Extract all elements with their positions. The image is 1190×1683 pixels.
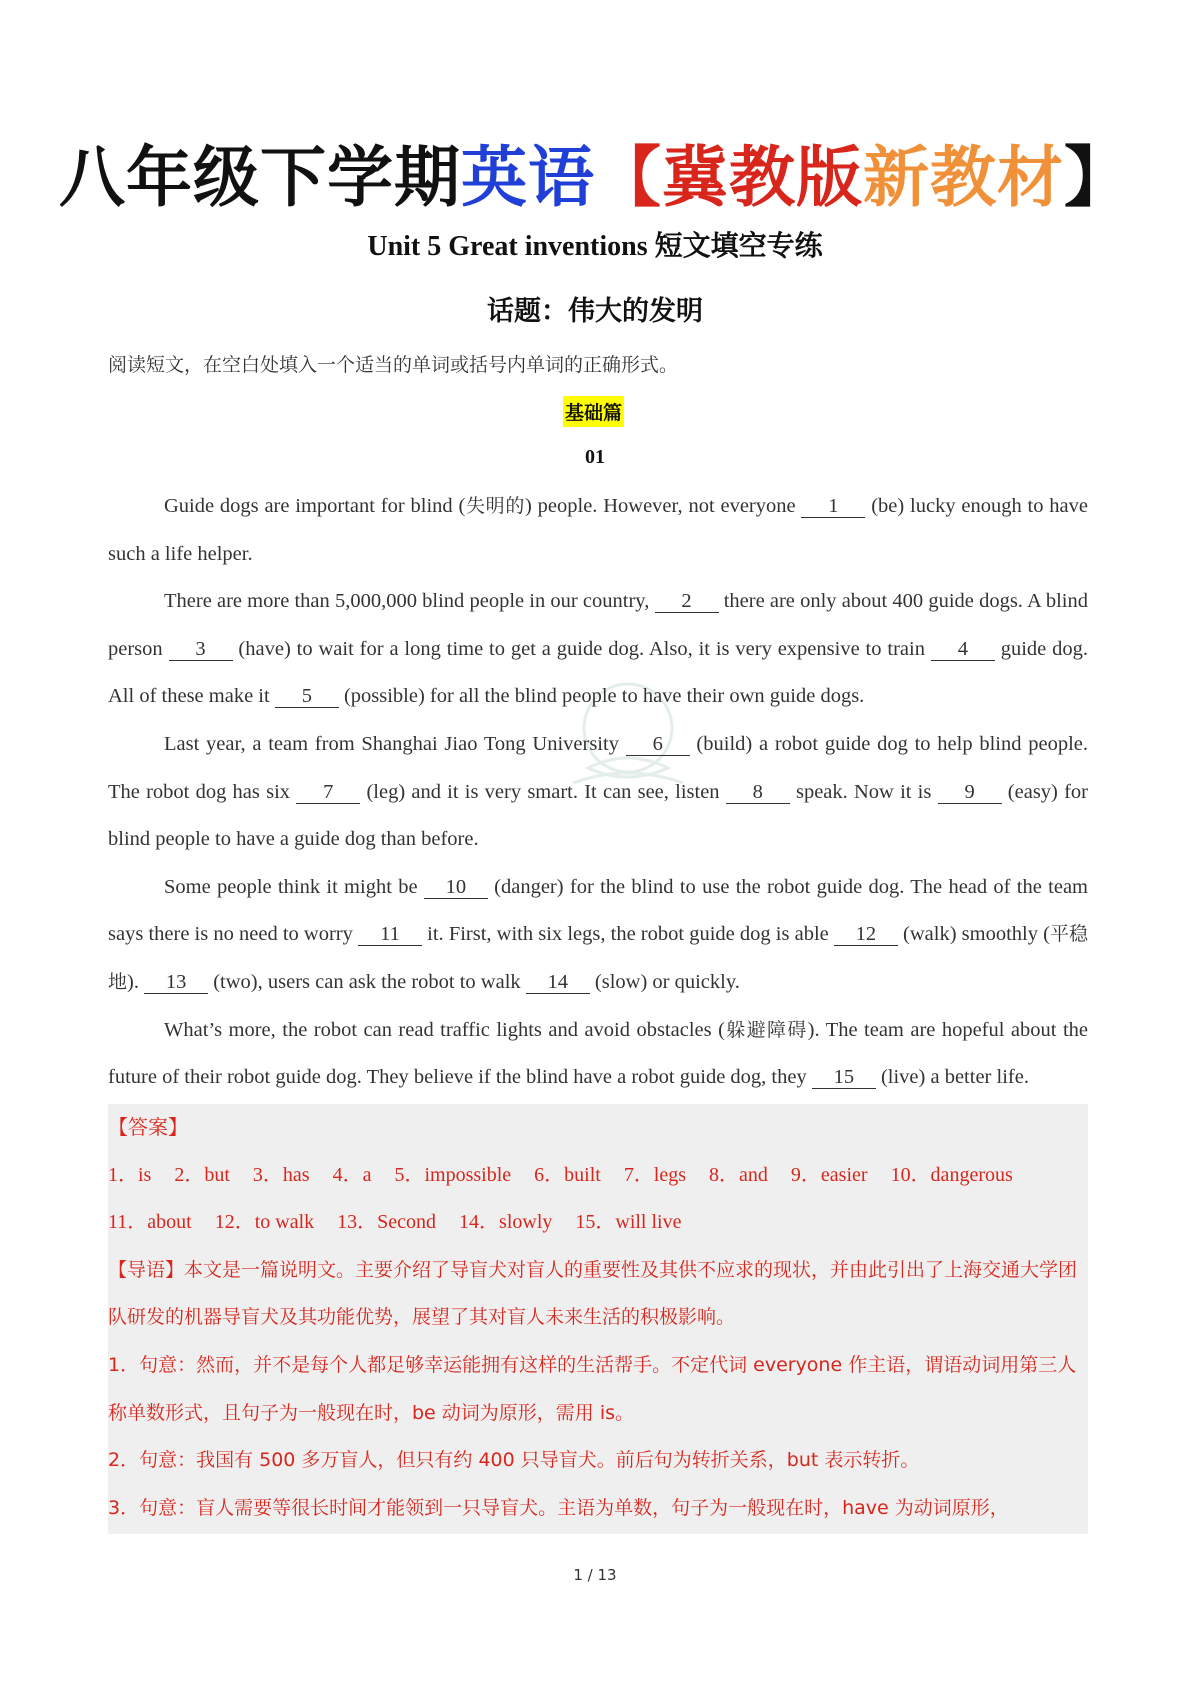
blank-5: 5 — [275, 685, 339, 708]
answer-item: 2．but — [174, 1163, 230, 1186]
answer-item: 3．has — [252, 1163, 310, 1186]
unit-subtitle: Unit 5 Great inventions 短文填空专练 — [367, 231, 823, 262]
answer-item: 11．about — [108, 1211, 192, 1234]
answer-item: 8．and — [709, 1163, 768, 1186]
blank-7: 7 — [296, 781, 360, 804]
blank-14: 14 — [526, 971, 590, 994]
answer-row-2 — [108, 1199, 1080, 1247]
answer-intro: 【导语】本文是一篇说明文。主要介绍了导盲犬对盲人的重要性及其供不应求的现状，并由此引出了上海交通大学团队研发的机器导盲犬及其功能优势，展望了其对盲人未来生活的积极影响。 — [108, 1258, 1078, 1329]
blank-10: 10 — [424, 876, 488, 899]
answer-item: 12．to walk — [214, 1211, 315, 1234]
blank-11: 11 — [358, 923, 422, 946]
answer-item: 9．easier — [790, 1163, 868, 1186]
answer-row-1 — [108, 1152, 1080, 1200]
answer-item: 6．built — [534, 1163, 601, 1186]
answer-item: 4．a — [332, 1163, 372, 1186]
blank-3: 3 — [169, 638, 233, 661]
answer-explanation-2: 2．句意：我国有 500 多万盲人，但只有约 400 只导盲犬。前后句为转折关系，but 表示转折。 — [108, 1449, 920, 1472]
answer-header: 【答案】 — [108, 1115, 188, 1139]
passage-paragraph: Last year, a team from Shanghai Jiao Tong University 6 (build) a robot guide dog to help blind people. The robot dog has six 7 (leg) and it is very smart. It can see, listen 8 speak. Now it is 9 (easy) for blind people to have a guide dog than before. — [108, 732, 1088, 851]
blank-15: 15 — [812, 1066, 876, 1089]
title-bracket: 】 — [1064, 139, 1131, 216]
answer-explanation-1: 1．句意：然而，并不是每个人都足够幸运能拥有这样的生活帮手。不定代词 everyone 作主语，谓语动词用第三人称单数形式，且句子为一般现在时，be 动词为原形，需用 is。 — [108, 1353, 1077, 1424]
passage-paragraph: Guide dogs are important for blind (失明的) people. However, not everyone 1 (be) lucky enough to have such a life helper. — [108, 495, 1088, 565]
passage-paragraph: Some people think it might be 10 (danger) for the blind to use the robot guide dog. The head of the team says there is no need to worry 11 it. First, with six legs, the robot guide dog is able 12 (walk) smoothly (平稳地). 13 (two), users can ask the robot to walk 14 (slow) or quickly. — [108, 875, 1088, 993]
blank-8: 8 — [726, 781, 790, 804]
page-number: 1 / 13 — [573, 1566, 617, 1584]
answer-item: 5．impossible — [394, 1163, 512, 1186]
title-subject: 英语 — [461, 139, 595, 216]
answer-explanation-3: 3．句意：盲人需要等很长时间才能领到一只导盲犬。主语为单数，句子为一般现在时，have 为动词原形， — [108, 1496, 1009, 1519]
answer-item: 7．legs — [623, 1163, 687, 1186]
title-grade: 八年级下学期 — [59, 139, 461, 216]
blank-1: 1 — [801, 495, 865, 518]
answer-item: 15．will live — [575, 1211, 682, 1234]
answer-item: 10．dangerous — [890, 1163, 1013, 1186]
blank-4: 4 — [931, 638, 995, 661]
passage-paragraph: What’s more, the robot can read traffic lights and avoid obstacles (躲避障碍). The team are hopeful about the future of their robot guide dog. They believe if the blind have a robot guide dog, they 15 (live) a better life. — [108, 1018, 1088, 1089]
blank-6: 6 — [626, 733, 690, 756]
answer-item: 13．Second — [337, 1211, 437, 1234]
topic-heading: 话题：伟大的发明 — [487, 296, 703, 327]
passage-body — [108, 483, 1088, 1102]
title-new-textbook: 新教材 — [863, 139, 1064, 216]
title-edition: 【冀教版 — [595, 139, 863, 216]
blank-12: 12 — [834, 923, 898, 946]
level-badge: 基础篇 — [563, 396, 624, 427]
blank-2: 2 — [655, 590, 719, 613]
answer-item: 14．slowly — [459, 1211, 553, 1234]
instruction-text: 阅读短文，在空白处填入一个适当的单词或括号内单词的正确形式。 — [108, 354, 679, 376]
answer-content — [108, 1104, 1080, 1532]
blank-9: 9 — [938, 781, 1002, 804]
answer-item: 1．is — [108, 1163, 152, 1186]
passage-number: 01 — [585, 446, 605, 468]
blank-13: 13 — [144, 971, 208, 994]
passage-paragraph: There are more than 5,000,000 blind people in our country, 2 there are only about 400 guide dogs. A blind person 3 (have) to wait for a long time to get a guide dog. Also, it is very expensive to train 4 guide dog. All of these make it 5 (possible) for all the blind people to have their own guide dogs. — [108, 590, 1089, 708]
page-title — [0, 138, 1190, 218]
